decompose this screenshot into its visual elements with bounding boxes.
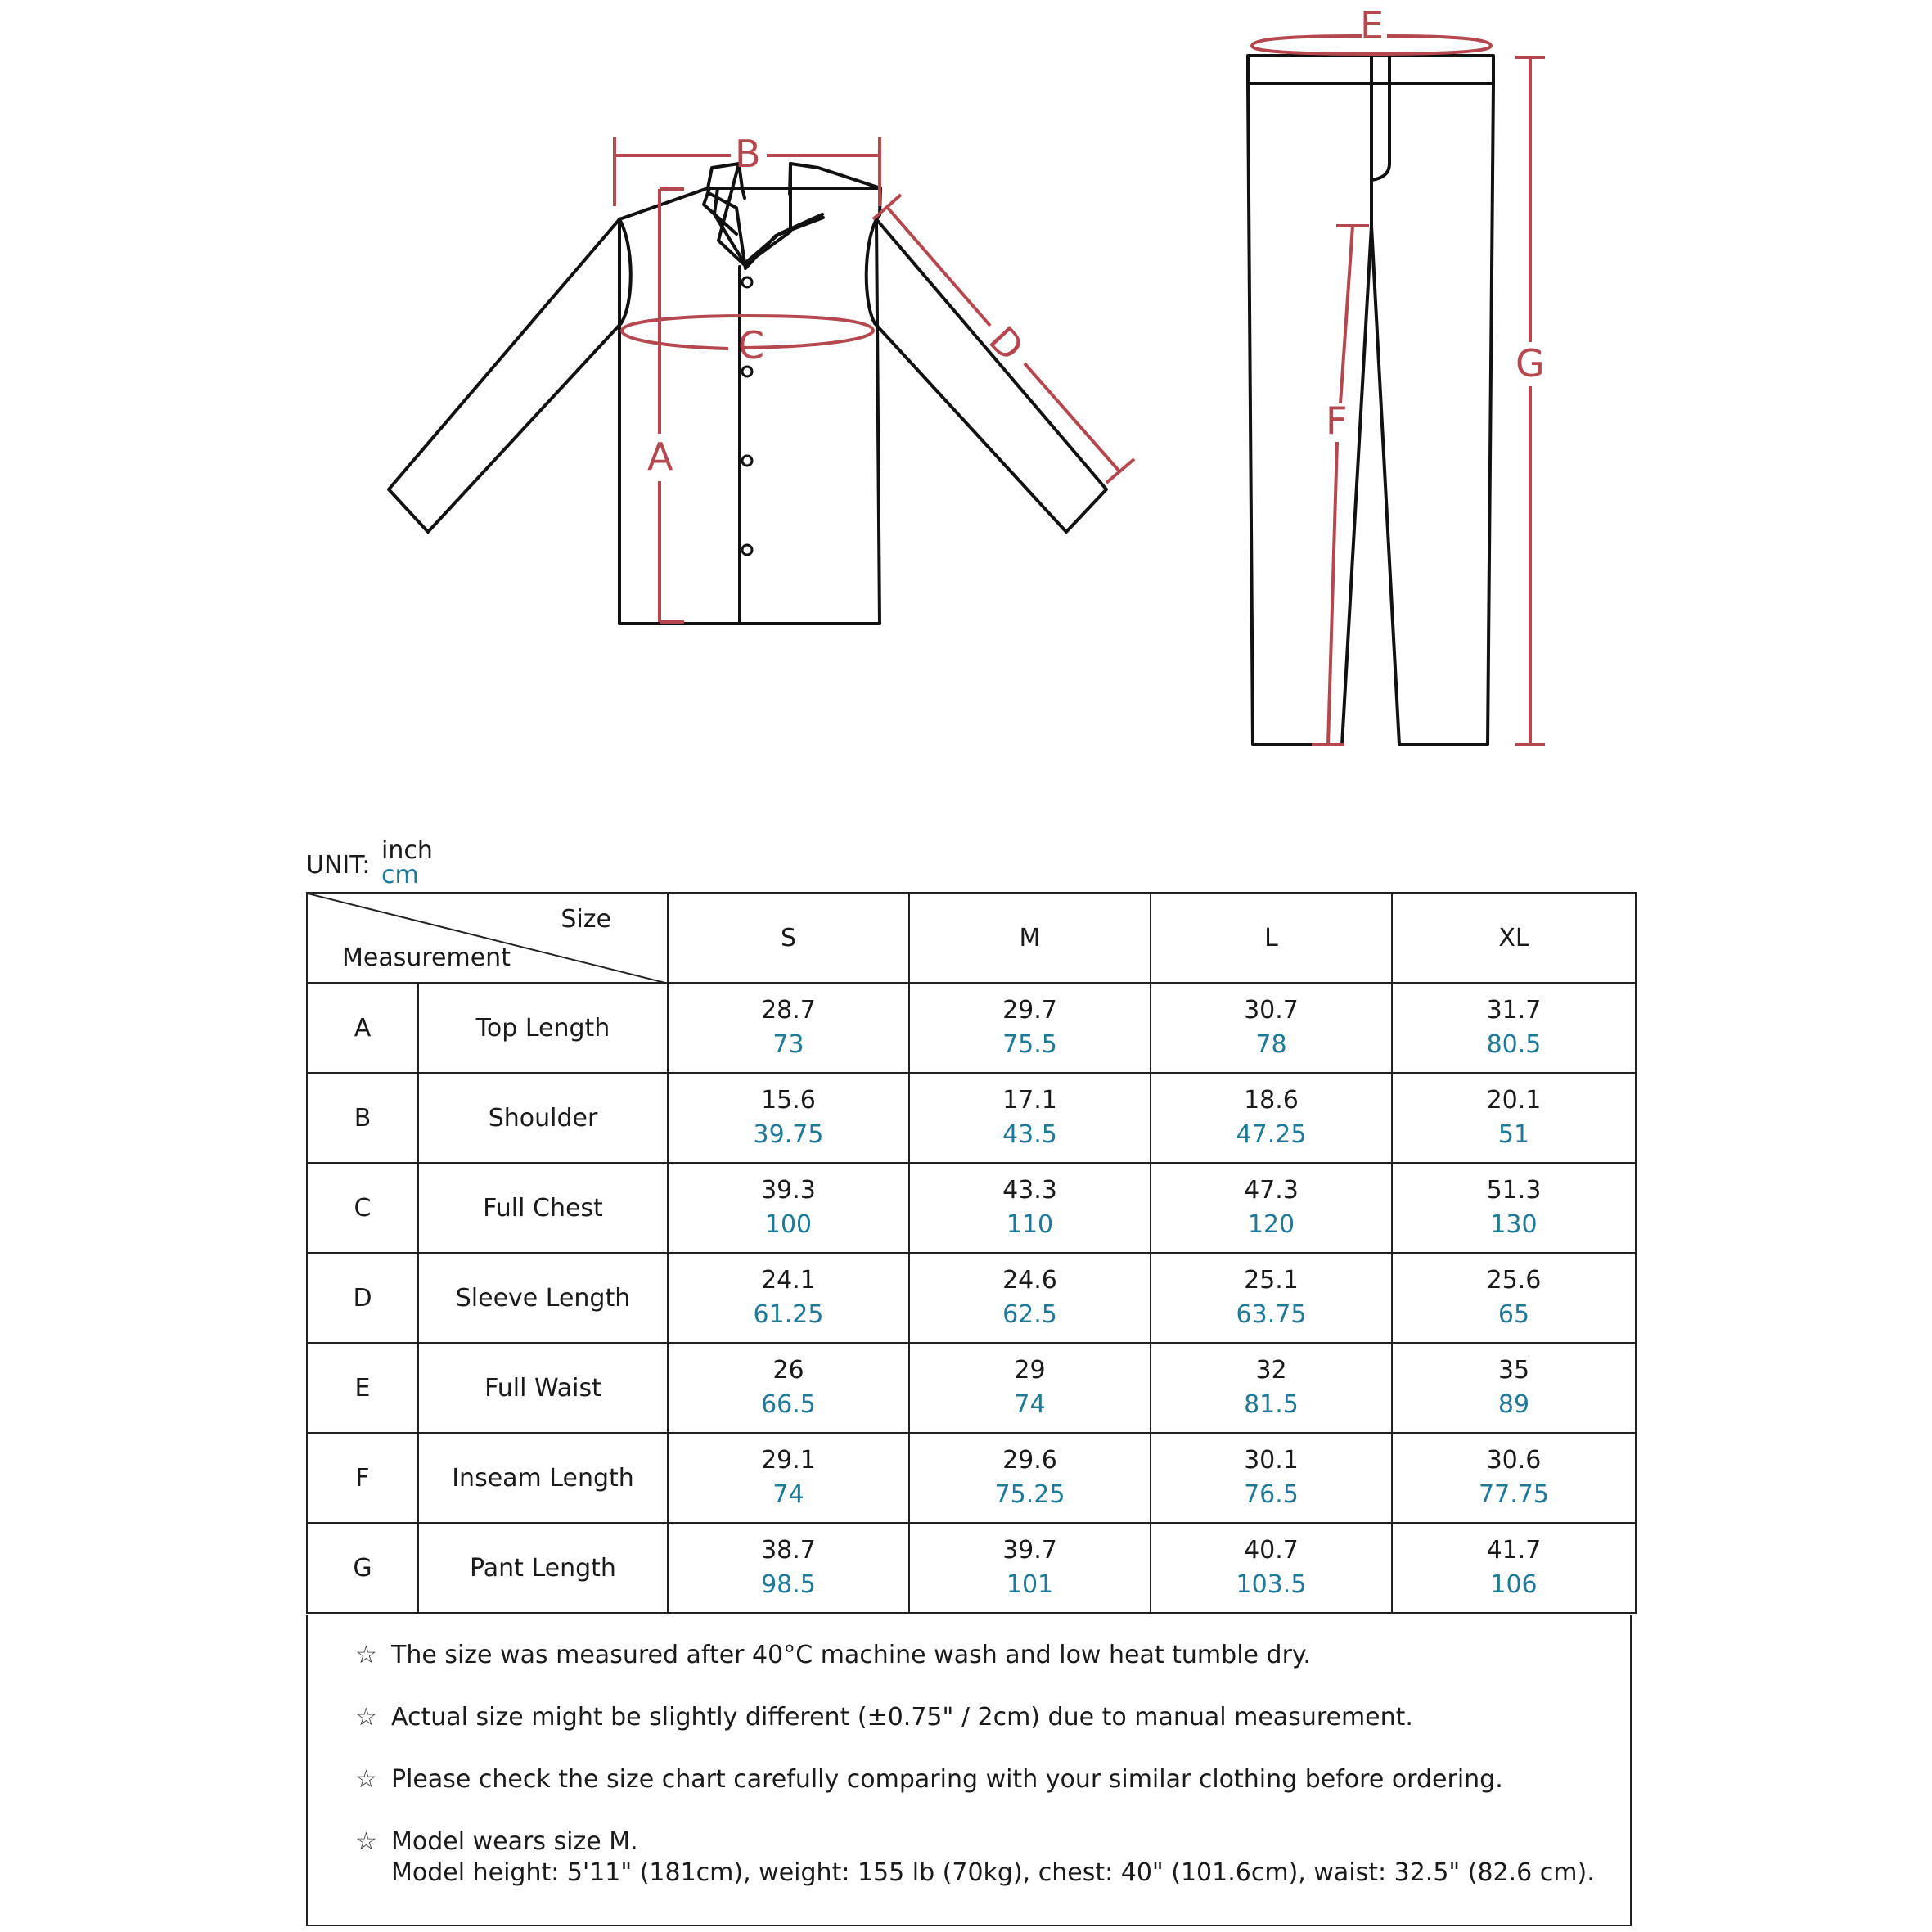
value-cm: 74 [772, 1480, 804, 1509]
value-cm: 61.25 [753, 1300, 824, 1329]
label-b: B [735, 132, 761, 176]
pants-outline [1248, 56, 1493, 745]
size-value-cell [668, 1523, 909, 1613]
size-chart-table [306, 892, 1637, 1614]
star-icon: ☆ [355, 1641, 377, 1669]
value-cm: 110 [1006, 1210, 1054, 1239]
measurement-code: F [307, 1433, 418, 1523]
measurement-name: Sleeve Length [418, 1253, 668, 1343]
label-c: C [738, 323, 765, 367]
label-a: A [647, 435, 673, 479]
value-inch: 29 [1014, 1356, 1046, 1385]
size-notes [306, 1615, 1632, 1926]
value-inch: 17.1 [1002, 1086, 1057, 1115]
unit-inch: inch [381, 836, 433, 865]
label-f: F [1326, 399, 1348, 443]
size-value-cell [909, 1523, 1151, 1613]
value-cm: 120 [1247, 1210, 1295, 1239]
value-cm: 62.5 [1002, 1300, 1057, 1329]
table-corner-cell [307, 893, 668, 983]
value-cm: 100 [764, 1210, 813, 1239]
label-g: G [1515, 341, 1545, 385]
value-cm: 66.5 [761, 1390, 816, 1419]
value-inch: 47.3 [1244, 1176, 1299, 1205]
value-inch: 30.6 [1486, 1446, 1542, 1475]
shirt-outline [389, 164, 1106, 624]
value-inch: 26 [772, 1356, 804, 1385]
value-inch: 30.7 [1244, 996, 1299, 1025]
value-cm: 130 [1490, 1210, 1538, 1239]
table-body [307, 983, 1636, 1613]
size-value-cell [909, 1253, 1151, 1343]
size-value-cell [1392, 983, 1636, 1073]
size-value-cell [909, 1073, 1151, 1163]
value-cm: 101 [1006, 1570, 1054, 1599]
table-row [307, 1163, 1636, 1253]
size-header-xl: XL [1392, 893, 1636, 983]
size-header-m: M [909, 893, 1151, 983]
value-cm: 75.5 [1002, 1030, 1057, 1059]
value-inch: 29.1 [761, 1446, 816, 1475]
note-text: The size was measured after 40°C machine wash and low heat tumble dry. [391, 1641, 1311, 1669]
value-inch: 24.1 [761, 1266, 816, 1295]
table-row [307, 1343, 1636, 1433]
value-cm: 76.5 [1244, 1480, 1299, 1509]
size-value-cell [1392, 1343, 1636, 1433]
value-inch: 25.1 [1244, 1266, 1299, 1295]
measurement-name: Pant Length [418, 1523, 668, 1613]
size-header-s: S [668, 893, 909, 983]
size-value-cell [1392, 1433, 1636, 1523]
size-value-cell [909, 1343, 1151, 1433]
value-cm: 89 [1497, 1390, 1530, 1419]
size-value-cell [668, 983, 909, 1073]
star-icon: ☆ [355, 1703, 377, 1732]
shirt-measurements [615, 137, 1134, 622]
size-value-cell [1151, 1343, 1392, 1433]
star-icon: ☆ [355, 1827, 377, 1856]
value-cm: 98.5 [761, 1570, 816, 1599]
corner-measurement-label: Measurement [342, 943, 511, 972]
size-value-cell [1151, 1433, 1392, 1523]
corner-size-label: Size [561, 905, 611, 934]
value-inch: 15.6 [761, 1086, 816, 1115]
value-cm: 39.75 [753, 1120, 824, 1149]
value-inch: 28.7 [761, 996, 816, 1025]
size-value-cell [668, 1433, 909, 1523]
value-inch: 30.1 [1244, 1446, 1299, 1475]
size-value-cell [668, 1343, 909, 1433]
table-row [307, 983, 1636, 1073]
size-value-cell [1151, 1073, 1392, 1163]
value-inch: 39.7 [1002, 1536, 1057, 1565]
pants-measurements [1252, 36, 1545, 745]
value-cm: 65 [1497, 1300, 1530, 1329]
size-value-cell [668, 1163, 909, 1253]
measurement-name: Inseam Length [418, 1433, 668, 1523]
value-inch: 32 [1255, 1356, 1287, 1385]
value-inch: 51.3 [1486, 1176, 1542, 1205]
value-cm: 80.5 [1486, 1030, 1542, 1059]
size-value-cell [909, 1433, 1151, 1523]
value-inch: 39.3 [761, 1176, 816, 1205]
size-value-cell [909, 983, 1151, 1073]
value-inch: 40.7 [1244, 1536, 1299, 1565]
value-cm: 47.25 [1236, 1120, 1307, 1149]
label-d: D [980, 317, 1033, 370]
unit-legend [306, 836, 552, 894]
table-header-row [307, 893, 1636, 983]
size-value-cell [1392, 1073, 1636, 1163]
table-row [307, 1523, 1636, 1613]
size-header-l: L [1151, 893, 1392, 983]
value-cm: 81.5 [1244, 1390, 1299, 1419]
value-cm: 74 [1014, 1390, 1046, 1419]
value-cm: 51 [1497, 1120, 1530, 1149]
measurement-code: A [307, 983, 418, 1073]
value-cm: 78 [1255, 1030, 1287, 1059]
value-cm: 106 [1490, 1570, 1538, 1599]
value-inch: 18.6 [1244, 1086, 1299, 1115]
measurement-name: Full Waist [418, 1343, 668, 1433]
measurement-code: B [307, 1073, 418, 1163]
note-text: Model wears size M. [391, 1827, 638, 1856]
size-value-cell [668, 1253, 909, 1343]
garment-diagram [0, 0, 1932, 786]
size-value-cell [1392, 1523, 1636, 1613]
unit-cm: cm [381, 861, 419, 889]
table-row [307, 1073, 1636, 1163]
value-inch: 29.6 [1002, 1446, 1057, 1475]
value-inch: 38.7 [761, 1536, 816, 1565]
table-row [307, 1433, 1636, 1523]
table-row [307, 1253, 1636, 1343]
note-item [355, 1640, 1311, 1671]
note-text: Actual size might be slightly different (±0.75" / 2cm) due to manual measurement. [391, 1703, 1413, 1732]
size-value-cell [1151, 1523, 1392, 1613]
value-cm: 103.5 [1236, 1570, 1307, 1599]
measurement-code: C [307, 1163, 418, 1253]
note-item [355, 1764, 1503, 1795]
value-inch: 43.3 [1002, 1176, 1057, 1205]
size-value-cell [1151, 983, 1392, 1073]
value-cm: 77.75 [1479, 1480, 1549, 1509]
note-item [355, 1826, 1595, 1889]
measurement-code: G [307, 1523, 418, 1613]
value-inch: 35 [1497, 1356, 1530, 1385]
size-value-cell [668, 1073, 909, 1163]
measurement-name: Top Length [418, 983, 668, 1073]
value-cm: 43.5 [1002, 1120, 1057, 1149]
size-value-cell [909, 1163, 1151, 1253]
note-text: Please check the size chart carefully comparing with your similar clothing before ordering. [391, 1765, 1503, 1794]
value-inch: 31.7 [1486, 996, 1542, 1025]
note-item [355, 1702, 1413, 1733]
size-value-cell [1392, 1163, 1636, 1253]
label-e: E [1360, 3, 1385, 47]
value-cm: 75.25 [994, 1480, 1065, 1509]
size-value-cell [1151, 1253, 1392, 1343]
value-inch: 24.6 [1002, 1266, 1057, 1295]
measurement-code: D [307, 1253, 418, 1343]
value-inch: 25.6 [1486, 1266, 1542, 1295]
measurement-name: Full Chest [418, 1163, 668, 1253]
size-value-cell [1151, 1163, 1392, 1253]
value-inch: 41.7 [1486, 1536, 1542, 1565]
value-cm: 63.75 [1236, 1300, 1307, 1329]
value-inch: 29.7 [1002, 996, 1057, 1025]
measurement-code: E [307, 1343, 418, 1433]
value-inch: 20.1 [1486, 1086, 1542, 1115]
measurement-name: Shoulder [418, 1073, 668, 1163]
model-detail: Model height: 5'11" (181cm), weight: 155 lb (70kg), chest: 40" (101.6cm), waist: 32.5" (82.6 cm). [391, 1858, 1595, 1887]
unit-label: UNIT: [306, 851, 371, 880]
size-value-cell [1392, 1253, 1636, 1343]
star-icon: ☆ [355, 1765, 377, 1794]
value-cm: 73 [772, 1030, 804, 1059]
